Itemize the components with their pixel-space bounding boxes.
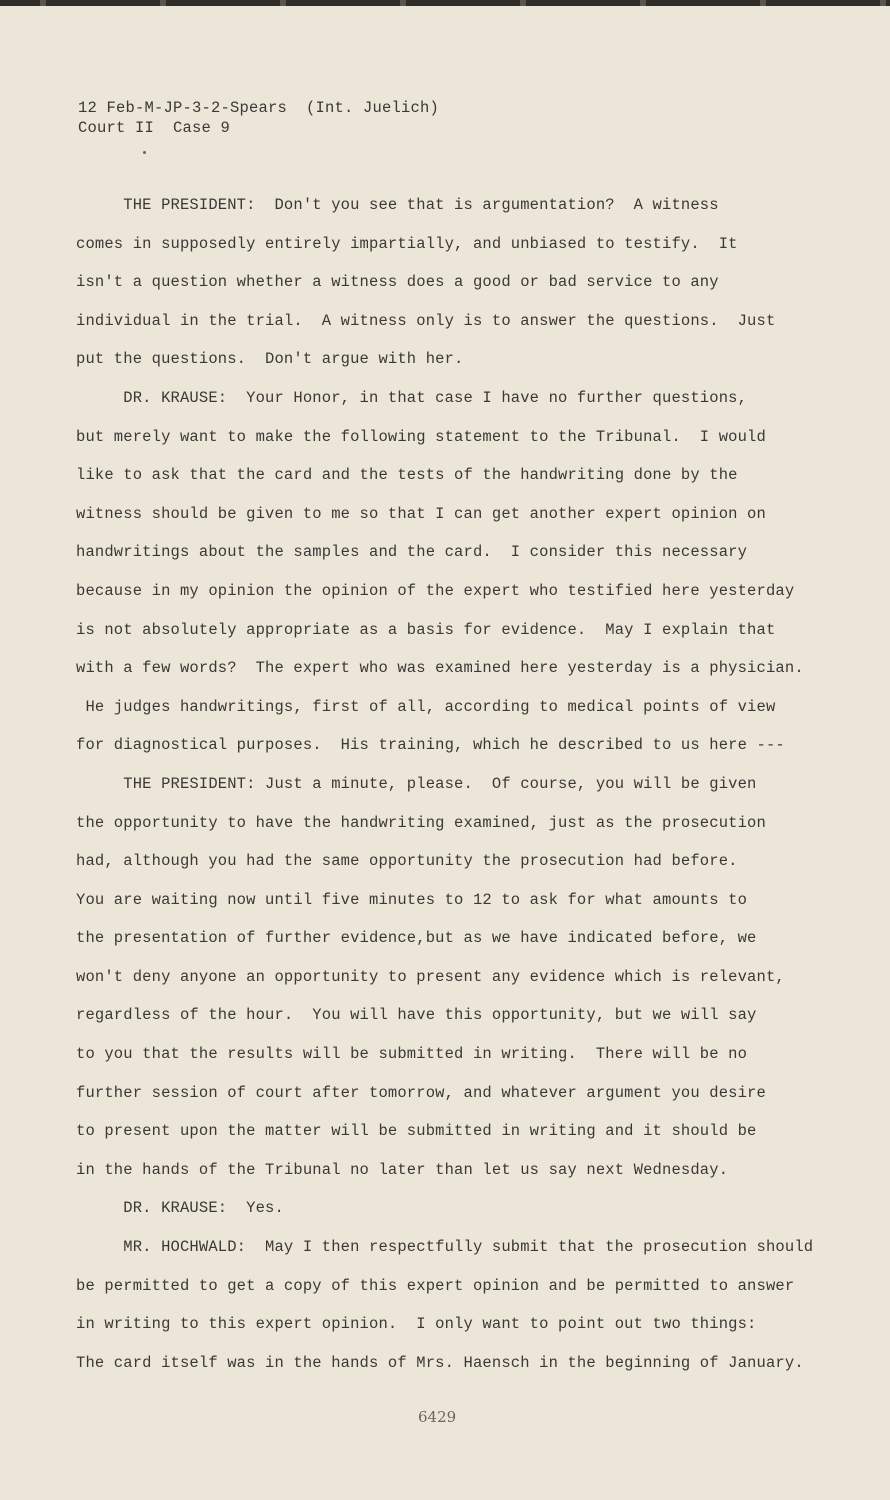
text-line: He judges handwritings, first of all, according to medical points of view bbox=[76, 697, 776, 716]
header-line-2: Court II Case 9 bbox=[78, 119, 231, 137]
text-line: The card itself was in the hands of Mrs. Haensch in the beginning of January. bbox=[76, 1353, 804, 1372]
text-line: You are waiting now until five minutes to 12 to ask for what amounts to bbox=[76, 890, 748, 909]
text-line: but merely want to make the following statement to the Tribunal. I would bbox=[76, 427, 766, 446]
text-line: DR. KRAUSE: Yes. bbox=[76, 1199, 284, 1218]
text-line: regardless of the hour. You will have this opportunity, but we will say bbox=[76, 1006, 757, 1025]
scan-top-edge bbox=[0, 0, 890, 6]
text-line: put the questions. Don't argue with her. bbox=[76, 350, 464, 369]
ink-speck bbox=[143, 151, 146, 154]
document-header bbox=[78, 98, 439, 138]
page-number: 6429 bbox=[418, 1408, 457, 1426]
text-line: had, although you had the same opportunity the prosecution had before. bbox=[76, 852, 738, 871]
text-line: in writing to this expert opinion. I only want to point out two things: bbox=[76, 1315, 757, 1334]
text-line: THE PRESIDENT: Just a minute, please. Of course, you will be given bbox=[76, 774, 757, 793]
text-line: won't deny anyone an opportunity to present any evidence which is relevant, bbox=[76, 967, 785, 986]
text-line: MR. HOCHWALD: May I then respectfully submit that the prosecution should bbox=[76, 1238, 814, 1257]
text-line: the opportunity to have the handwriting examined, just as the prosecution bbox=[76, 813, 766, 832]
text-line: because in my opinion the opinion of the expert who testified here yesterday bbox=[76, 581, 795, 600]
text-line: THE PRESIDENT: Don't you see that is argumentation? A witness bbox=[76, 196, 719, 214]
text-line: to present upon the matter will be submitted in writing and it should be bbox=[76, 1122, 757, 1141]
text-line: for diagnostical purposes. His training, which he described to us here --- bbox=[76, 736, 785, 755]
text-line: further session of court after tomorrow, and whatever argument you desire bbox=[76, 1083, 766, 1102]
text-line: is not absolutely appropriate as a basis for evidence. May I explain that bbox=[76, 620, 776, 639]
text-line: like to ask that the card and the tests of the handwriting done by the bbox=[76, 466, 738, 485]
text-line: witness should be given to me so that I can get another expert opinion on bbox=[76, 504, 766, 523]
text-line: with a few words? The expert who was examined here yesterday is a physician. bbox=[76, 659, 804, 678]
text-line: DR. KRAUSE: Your Honor, in that case I have no further questions, bbox=[76, 388, 748, 407]
transcript-body bbox=[76, 190, 836, 1386]
text-line: be permitted to get a copy of this expert opinion and be permitted to answer bbox=[76, 1276, 795, 1295]
text-line: handwritings about the samples and the card. I consider this necessary bbox=[76, 543, 748, 562]
text-line: in the hands of the Tribunal no later than let us say next Wednesday. bbox=[76, 1160, 729, 1179]
text-line: individual in the trial. A witness only is to answer the questions. Just bbox=[76, 311, 776, 330]
text-line: comes in supposedly entirely impartially, and unbiased to testify. It bbox=[76, 234, 738, 253]
header-line-1: 12 Feb-M-JP-3-2-Spears (Int. Juelich) bbox=[78, 99, 440, 117]
text-line: to you that the results will be submitted in writing. There will be no bbox=[76, 1045, 748, 1064]
text-line: the presentation of further evidence,but as we have indicated before, we bbox=[76, 929, 757, 948]
text-line: isn't a question whether a witness does a good or bad service to any bbox=[76, 273, 719, 292]
